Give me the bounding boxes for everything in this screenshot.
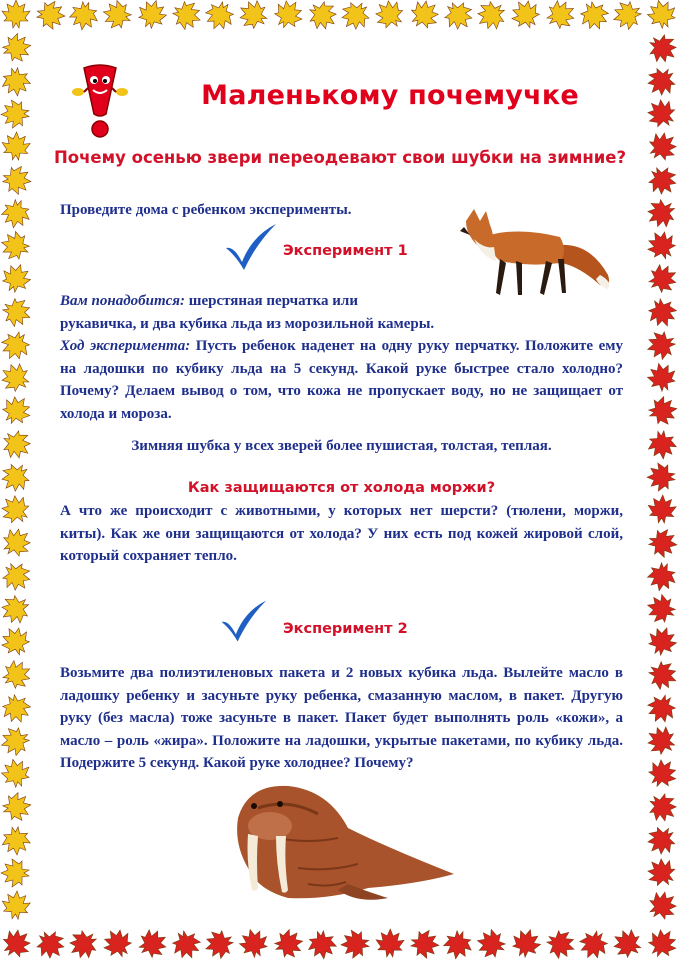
walrus-heading: Как защищаются от холода моржи?	[187, 480, 496, 496]
exclamation-character-icon	[70, 62, 130, 142]
page-subtitle: Почему осенью звери переодевают свои шубки на зимние?	[53, 148, 627, 167]
need-label: Вам понадобится:	[60, 293, 186, 309]
fox-illustration	[460, 205, 615, 300]
experiment2-heading: Эксперимент 2	[283, 621, 408, 637]
page-title: Маленькому почемучке	[201, 80, 579, 111]
checkmark-icon	[222, 222, 278, 272]
walrus-illustration	[218, 778, 458, 906]
experiment1-conclusion: Зимняя шубка у всех зверей более пушистая, толстая, теплая.	[131, 438, 552, 454]
walrus-text: А что же происходит с животными, у которых нет шерсти? (тюлени, моржи, киты). Как же они защищаются от холода? У них есть под кожей жировой слой, который сохраняет тепло.	[60, 503, 623, 564]
need-line1: шерстяная перчатка или	[185, 293, 358, 309]
intro-text: Проведите дома с ребенком эксперименты.	[60, 202, 352, 218]
checkmark-icon	[218, 596, 268, 646]
need-line2: рукавичка, и два кубика льда из морозильной камеры.	[60, 315, 435, 332]
experiment1-course	[60, 335, 623, 425]
experiment2-text: Возьмите два полиэтиленовых пакета и 2 новых кубика льда. Вылейте масло в ладошку ребенку и засуньте руку ребенка, смазанную маслом, в пакет. Другую руку (без масла) тоже засуньте в пакет. Пакет будет выполнять роль «кожи», а масло – роль «жира». Положите на ладошки, укрытые пакетами, по кубику льда. Подержите 5 секунд. Какой руке холоднее? Почему?	[60, 665, 623, 771]
experiment1-heading: Эксперимент 1	[283, 243, 408, 259]
course-label: Ход эксперимента:	[60, 338, 191, 354]
course-text: Пусть ребенок наденет на одну руку перчатку. Положите ему на ладошки по кубику льда на 5 секунд. Какой руке быстрее стало холодно? Почему? Делаем вывод о том, что кожа не пропускает воду, но не защищает от холода и мороза.	[60, 338, 623, 422]
experiment1-need	[60, 290, 460, 335]
